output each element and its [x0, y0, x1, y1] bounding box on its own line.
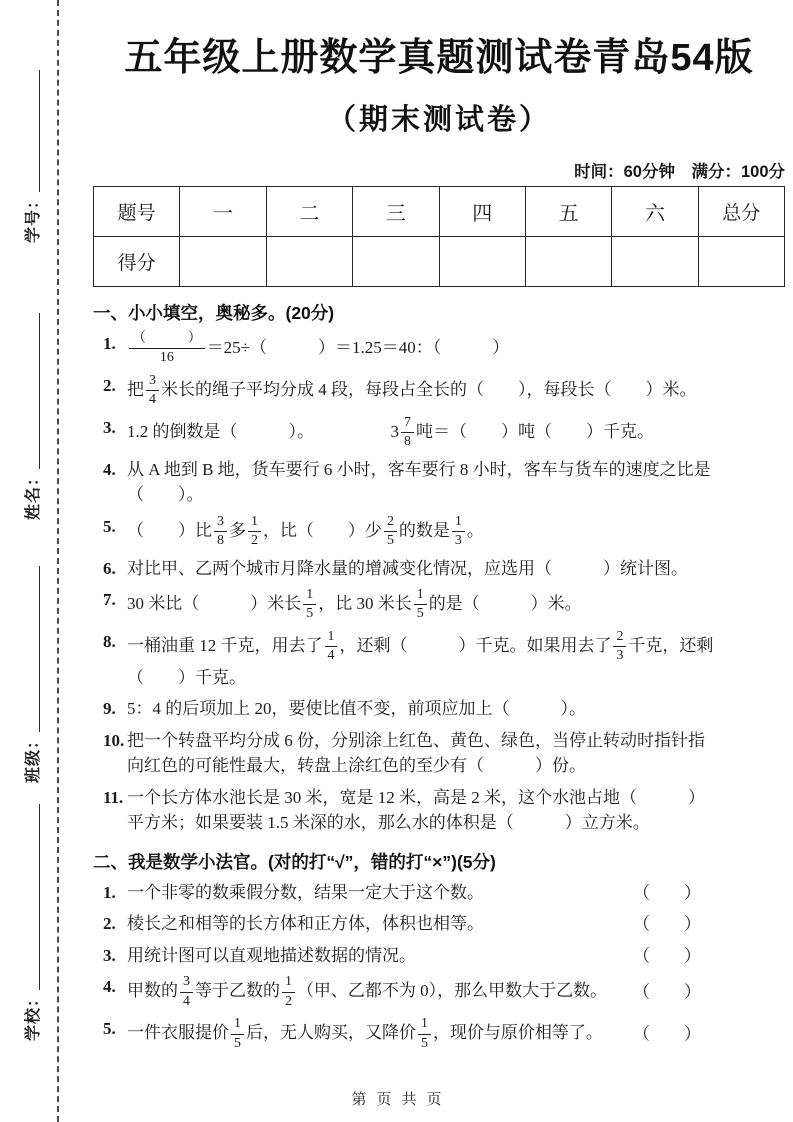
question-line: 一个长方体水池长是 30 米，宽是 12 米，高是 2 米，这个水池占地（ ） [127, 787, 705, 807]
question-text [127, 556, 785, 582]
class-field [20, 566, 43, 783]
question-number: 1. [103, 882, 116, 902]
section-2-heading: 二、我是数学小法官。(对的打“√”，错的打“×”)(5分) [93, 851, 496, 872]
question-number: 4. [103, 977, 116, 997]
section-1-heading: 一、小小填空，奥秘多。(20分) [93, 303, 335, 323]
fraction: $\frac{7}{8}$ [401, 415, 414, 451]
score-cell [525, 237, 611, 287]
student-id-label: 学号： [25, 191, 42, 243]
answer-blank: （ ） [633, 982, 701, 1002]
question [93, 457, 785, 508]
score-cell [353, 237, 439, 287]
score-table-col-4: 四 [439, 187, 525, 237]
question-number: 10. [103, 730, 125, 750]
score-table-col-label: 题号 [94, 187, 180, 237]
question-line: 用统计图可以直观地描述数据的情况。 [127, 945, 416, 965]
question-number: 5. [103, 516, 116, 536]
question [93, 629, 785, 690]
paper-subtitle: （期末测试卷） [326, 104, 551, 136]
score-cell [439, 237, 525, 287]
question-line: 把 $\frac{3}{4}$ 米长的绳子平均分成 4 段，每段占全长的（ ），每段长（ ）米。 [127, 372, 697, 408]
question [93, 974, 785, 1010]
class-blank-line [39, 566, 40, 732]
school-field [20, 804, 43, 1041]
question-text [127, 331, 785, 367]
question [93, 514, 785, 550]
student-id-blank-line [39, 70, 40, 192]
school-blank-line [39, 804, 40, 990]
question [93, 373, 785, 409]
score-table-col-3: 三 [353, 187, 439, 237]
score-table-col-2: 二 [266, 187, 352, 237]
page-footer: 第页共页 [351, 1092, 452, 1108]
question-line: 一件衣服提价 $\frac{1}{5}$ 后，无人购买，又降价 $\frac{1}{5}$ ，现价与原价相等了。 [127, 1016, 603, 1051]
score-table-col-1: 一 [180, 187, 266, 237]
score-table [93, 186, 785, 287]
question-line: 平方米；如果要装 1.5 米深的水，那么水的体积是（ ）立方米。 [127, 813, 650, 833]
score-table-col-5: 五 [525, 187, 611, 237]
question-number: 8. [103, 631, 116, 651]
question-number: 4. [103, 459, 116, 479]
school-label: 学校： [25, 989, 42, 1041]
question-number: 5. [103, 1019, 116, 1039]
student-name-blank-line [39, 313, 40, 469]
question-text [127, 587, 785, 623]
question-line: （ ）比 $\frac{3}{8}$ 多 $\frac{1}{2}$ ，比（ ）少 $\frac{2}{5}$ 的数是 $\frac{1}{3}$ 。 [127, 513, 484, 549]
answer-blank: （ ） [633, 1024, 701, 1044]
question [93, 556, 785, 582]
question [93, 943, 785, 969]
student-id-field [20, 70, 43, 243]
fraction: $\frac{1}{4}$ [325, 629, 338, 665]
fraction: $\frac{1}{5}$ [231, 1016, 244, 1052]
question-line: 1.2 的倒数是（ ）。 3 $\frac{7}{8}$ 吨＝（ ）吨（ ）千克。 [127, 414, 654, 450]
question-text [127, 785, 785, 836]
fraction: $\frac{3}{4}$ [146, 373, 159, 409]
fraction: $\frac{2}{5}$ [384, 514, 397, 550]
question [93, 1016, 785, 1052]
score-cell [180, 237, 266, 287]
question-line: 一个非零的数乘假分数，结果一定大于这个数。 [127, 882, 484, 902]
question-line: 30 米比（ ）米长 $\frac{1}{5}$ ，比 30 米长 $\frac{1}{5}$ 的是（ ）米。 [127, 587, 582, 622]
question-number: 2. [103, 914, 116, 934]
question-number: 2. [103, 375, 116, 395]
fraction: $\frac{( )}{16}$ [129, 331, 205, 367]
question-text [127, 514, 785, 550]
question-line: 甲数的 $\frac{3}{4}$ 等于乙数的 $\frac{1}{2}$ （甲、乙都不为 0），那么甲数大于乙数。 [127, 974, 608, 1009]
score-row-label: 得分 [94, 237, 180, 287]
question-line: 5：4 的后项加上 20，要使比值不变，前项应加上（ ）。 [127, 699, 586, 719]
score-table-header-row [94, 187, 785, 237]
question [93, 728, 785, 779]
score-cell [612, 237, 698, 287]
section-true-false [93, 849, 785, 1052]
question [93, 587, 785, 623]
answer-blank: （ ） [633, 945, 701, 965]
question-number: 3. [103, 945, 116, 965]
exam-time-score-meta: 时间：60分钟 满分：100分 [574, 163, 785, 181]
question-number: 6. [103, 558, 116, 578]
fraction: $\frac{1}{5}$ [414, 587, 427, 623]
class-label: 班级： [25, 731, 42, 783]
answer-blank: （ ） [633, 914, 701, 934]
question-line: 从 A 地到 B 地，货车要行 6 小时，客车要行 8 小时，客车与货车的速度之比是 [127, 459, 711, 479]
question-line: 把一个转盘平均分成 6 份，分别涂上红色、黄色、绿色，当停止转动时指针指 [127, 730, 705, 750]
question-text [127, 457, 785, 508]
question-line: $\frac{( )}{16}$ ＝25÷（ ）＝1.25＝40：（ ） [127, 331, 785, 367]
question [93, 785, 785, 836]
fraction: $\frac{1}{2}$ [282, 974, 295, 1010]
question [93, 880, 785, 906]
fraction: $\frac{3}{4}$ [180, 974, 193, 1010]
fraction: $\frac{2}{3}$ [613, 629, 626, 665]
paper-content [93, 0, 785, 1052]
question-number: 1. [103, 334, 116, 353]
question-line: （ ）千克。 [127, 667, 246, 687]
answer-blank: （ ） [633, 882, 701, 902]
section-1-questions [93, 331, 785, 836]
question-number: 7. [103, 590, 116, 609]
question-text [127, 373, 785, 409]
question-line: 向红色的可能性最大，转盘上涂红色的至少有（ ）份。 [127, 756, 586, 776]
question [93, 415, 785, 451]
question-line: 棱长之和相等的长方体和正方体，体积也相等。 [127, 914, 484, 934]
cut-line-divider [57, 0, 59, 1122]
question-number: 9. [103, 699, 116, 719]
score-table-col-total: 总分 [698, 187, 784, 237]
fraction: $\frac{3}{8}$ [214, 514, 227, 550]
question-line: （ ）。 [127, 485, 204, 505]
fraction: $\frac{1}{2}$ [248, 514, 261, 550]
fraction: $\frac{1}{5}$ [303, 587, 316, 623]
fraction: $\frac{1}{5}$ [418, 1016, 431, 1052]
question-number: 3. [103, 417, 116, 437]
question-text [127, 629, 785, 690]
question-text [127, 728, 785, 779]
section-fill-in-blanks [93, 300, 785, 836]
paper-title: 五年级上册数学真题测试卷青岛54版 [124, 37, 754, 79]
question [93, 331, 785, 367]
question-text [127, 415, 785, 451]
student-name-label: 姓名： [25, 468, 42, 520]
score-cell-total [698, 237, 784, 287]
question [93, 696, 785, 722]
score-table-score-row [94, 237, 785, 287]
section-2-questions [93, 880, 785, 1052]
question-line: 对比甲、乙两个城市月降水量的增减变化情况，应选用（ ）统计图。 [127, 558, 688, 578]
question-line: 一桶油重 12 千克，用去了 $\frac{1}{4}$ ，还剩（ ）千克。如果用去了 $\frac{2}{3}$ 千克，还剩 [127, 628, 714, 664]
score-cell [266, 237, 352, 287]
question [93, 911, 785, 937]
fraction: $\frac{1}{3}$ [452, 514, 465, 550]
student-name-field [20, 313, 43, 520]
question-number: 11. [103, 787, 124, 807]
question-text [127, 696, 785, 722]
score-table-col-6: 六 [612, 187, 698, 237]
